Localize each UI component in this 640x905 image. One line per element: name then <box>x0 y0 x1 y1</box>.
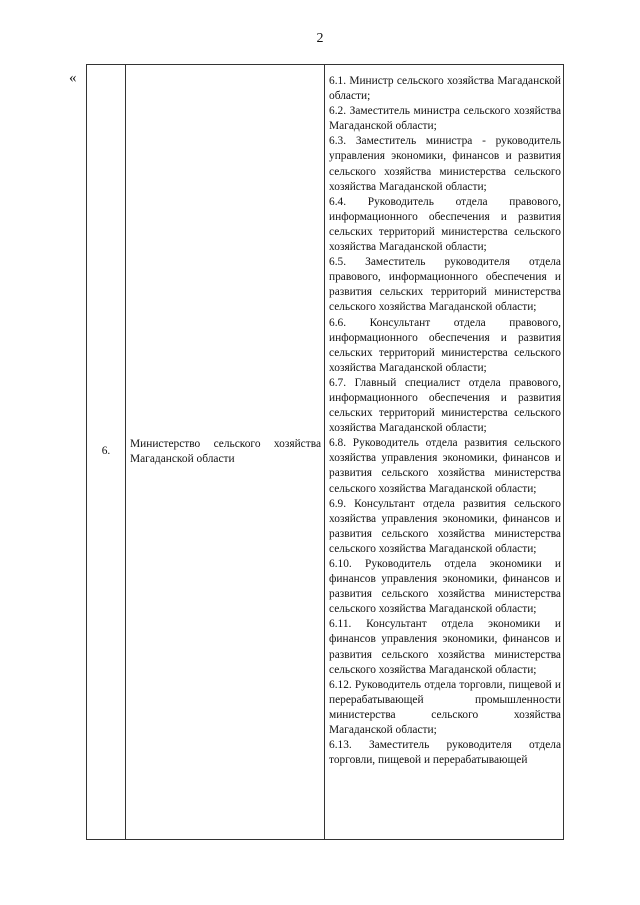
position-item: 6.10. Руководитель отдела экономики и финансов управления экономики, финансов и развития сельского хозяйства министерства сельского хозяйства Магаданской области; <box>329 558 561 616</box>
position-item: 6.13. Заместитель руководителя отдела торговли, пищевой и перерабатывающей <box>329 739 561 767</box>
position-item: 6.11. Консультант отдела экономики и финансов управления экономики, финансов и развития сельского хозяйства министерства сельского хозяйства Магаданской области; <box>329 618 561 676</box>
positions-table <box>86 64 564 840</box>
positions-list <box>329 74 561 768</box>
position-item: 6.7. Главный специалист отдела правового, информационного обеспечения и развития сельских территорий министерства сельского хозяйства Магаданской области; <box>329 376 561 435</box>
table-row <box>87 65 564 840</box>
position-item: 6.2. Заместитель министра сельского хозяйства Магаданской области; <box>329 105 561 133</box>
position-item: 6.9. Консультант отдела развития сельского хозяйства управления экономики, финансов и развития сельского хозяйства министерства сельского хозяйства Магаданской области; <box>329 497 561 555</box>
position-item: 6.3. Заместитель министра - руководитель управления экономики, финансов и развития сельского хозяйства министерства сельского хозяйства Магаданской области; <box>329 135 561 193</box>
position-item: 6.8. Руководитель отдела развития сельского хозяйства управления экономики, финансов и развития сельского хозяйства министерства сельского хозяйства Магаданской области; <box>329 437 561 495</box>
position-item: 6.4. Руководитель отдела правового, информационного обеспечения и развития сельских территорий министерства сельского хозяйства Магаданской области; <box>329 195 561 254</box>
position-item: 6.1. Министр сельского хозяйства Магаданской области; <box>329 75 561 103</box>
position-item: 6.12. Руководитель отдела торговли, пищевой и перерабатывающей промышленности министерства сельского хозяйства Магаданской области; <box>329 678 561 737</box>
organization-name: Министерство сельского хозяйства Магаданской области <box>126 65 325 840</box>
position-item: 6.5. Заместитель руководителя отдела правового, информационного обеспечения и развития сельских территорий министерства сельского хозяйства Магаданской области; <box>329 256 561 314</box>
position-item: 6.6. Консультант отдела правового, информационного обеспечения и развития сельских территорий министерства сельского хозяйства Магаданской области; <box>329 316 561 374</box>
row-number: 6. <box>87 65 126 840</box>
opening-quote-mark: « <box>69 70 77 86</box>
positions-cell <box>325 65 564 840</box>
page-number: 2 <box>316 31 324 46</box>
